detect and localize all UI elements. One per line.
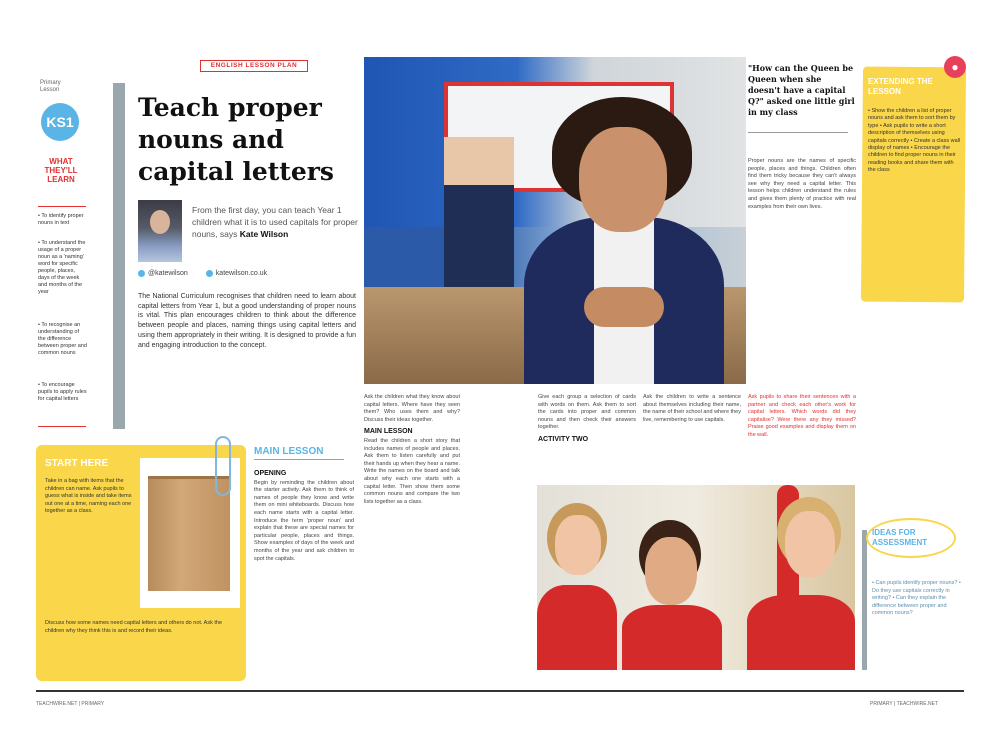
- photo-child-3: [737, 485, 855, 670]
- issue-label: Primary Lesson: [40, 80, 61, 93]
- globe-icon: [206, 270, 213, 277]
- body-column-red: Ask pupils to share their sentences with a partner and check each other's work for capital letters. Which words did they capitalise? Were there any they missed? Praise good examples and display them on the wall.: [748, 394, 856, 438]
- ideas-heading: IDEAS FOR ASSESSMENT: [872, 528, 928, 547]
- pull-quote: "How can the Queen be Queen when she doesn't have a capital Q?" asked one little girl in my class: [748, 63, 855, 117]
- objective-item: • To understand the usage of a proper noun as a 'naming' word for specific people, places, days of the week and months of the year: [38, 240, 86, 295]
- author-name: Kate Wilson: [239, 229, 289, 239]
- learn-divider: [38, 206, 86, 207]
- objective-item: • To recognise an understanding of the difference between proper and common nouns: [38, 322, 87, 356]
- main-lesson-rule: [254, 459, 344, 460]
- children-raising-hands-photo: [537, 485, 855, 670]
- ideas-accent-bar: [862, 530, 867, 670]
- body-column-right: Proper nouns are the names of specific people, places and things. Children often find them tricky because they can't always see why they need a capital letter. This lesson helps children understand the rules and gives them plenty of practice with real examples from their own lives.: [748, 158, 856, 210]
- learn-heading: WHAT THEY'LL LEARN: [44, 157, 78, 184]
- objective-item: • To identify proper nouns in text: [38, 213, 84, 226]
- photo-child-1: [537, 485, 617, 670]
- photo-girl: [524, 97, 724, 384]
- classroom-photo: [364, 57, 746, 384]
- pushpin-icon: ●: [944, 56, 966, 78]
- start-footer-text: Discuss how some names need capital letters and others do not. Ask the children why they think this is and record their ideas.: [45, 620, 223, 634]
- body-column-mid1: Ask the children what they know about capital letters. Where have they seen them? Who uses them and why? Discuss their ideas together. MAIN LESSON Read the children a short story that includes names of people and places. Ask them to listen carefully and put their hands up when they hear a name. Write the names on the board and talk about why each one starts with a capital letter. Then show them some common nouns and compare the two lists together as a class.: [364, 394, 460, 505]
- photo-child-2: [617, 485, 727, 670]
- main-lesson-column: OPENING Begin by reminding the children about the starter activity. Ask them to think of names of people they know and write them on mini whiteboards. Discuss how each name starts with a capital letter. Introduce the term 'proper noun' and explain that these are special names for particular people, places and things. Show examples of days of the week and months of the year and ask children to spot the capitals.: [254, 470, 354, 562]
- main-lesson-heading: MAIN LESSON: [254, 446, 324, 457]
- footer-left: TEACHWIRE.NET | PRIMARY: [36, 701, 105, 707]
- ideas-body: • Can pupils identify proper nouns? • Do they use capitals correctly in writing? • Can they explain the difference between proper and common nouns?: [872, 580, 961, 617]
- sticky-heading: EXTENDING THE LESSON: [868, 77, 933, 96]
- paperclip-icon: [215, 436, 231, 496]
- accent-bar: [113, 83, 125, 429]
- body-column-mid3: Ask the children to write a sentence about themselves including their name, the name of their school and where they live, remembering to use capitals.: [643, 394, 741, 423]
- sticky-body: • Show the children a list of proper nouns and ask them to sort them by type • Ask pupils to write a short description of themselves using capitals correctly • Create a class wall display of names • Encourage the children to find proper nouns in their reading books and share them with the class: [868, 108, 961, 174]
- start-body: Take in a bag with items that the children can name. Ask pupils to guess what is inside and take items out one at a time, naming each one together as a class.: [45, 478, 132, 515]
- footer-right: PRIMARY | TEACHWIRE.NET: [870, 701, 938, 707]
- article-title: Teach proper nouns and capital letters: [138, 93, 334, 186]
- body-column-mid2: Give each group a selection of cards with words on them. Ask them to sort the cards into proper and common nouns and then check their answers together. ACTIVITY TWO: [538, 394, 636, 443]
- quote-divider: [748, 132, 848, 133]
- extension-sticky-note: [861, 67, 966, 303]
- start-heading: START HERE: [45, 458, 109, 469]
- author-photo: [138, 200, 182, 262]
- footer-rule: [36, 690, 964, 692]
- twitter-icon: [138, 270, 145, 277]
- author-social: [138, 270, 308, 277]
- photo-background-child: [444, 137, 514, 297]
- web-link[interactable]: katewilson.co.uk: [206, 270, 267, 277]
- intro-paragraph: The National Curriculum recognises that children need to learn about capital letters from Year 1, but a good understanding of proper nouns is vital. This plan encourages children to think about the difference between people and places, naming things using capital letters and using them appropriately in their writing. It is designed to provide a fun and engaging introduction to the concept.: [138, 293, 356, 349]
- learn-divider-bottom: [38, 426, 86, 427]
- twitter-link[interactable]: @katewilson: [138, 270, 188, 277]
- key-stage-badge: KS1: [41, 103, 79, 141]
- author-bio: From the first day, you can teach Year 1 children what it is to used capitals for proper nouns, says Kate Wilson: [192, 205, 358, 239]
- section-tag: ENGLISH LESSON PLAN: [200, 60, 308, 72]
- objective-item: • To encourage pupils to apply rules for capital letters: [38, 382, 87, 402]
